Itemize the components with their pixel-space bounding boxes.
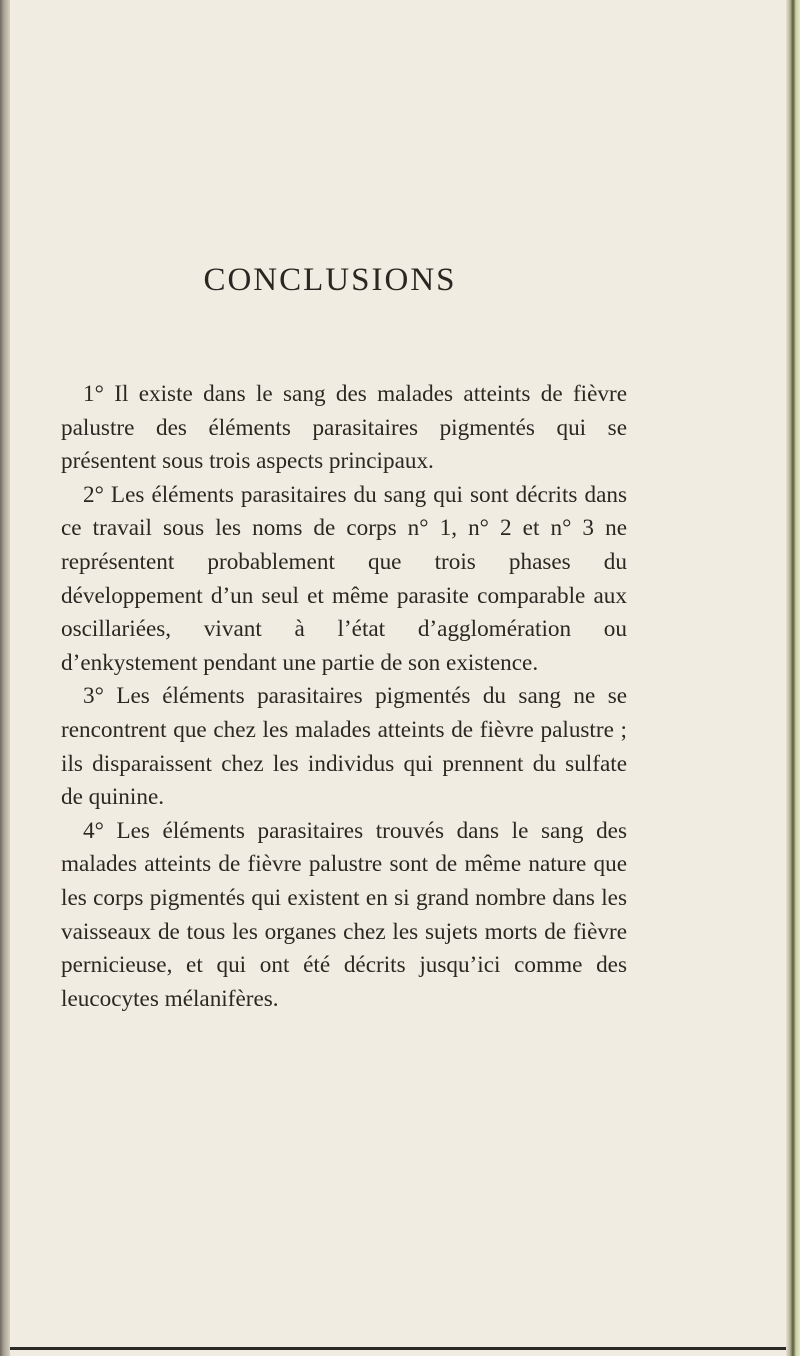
section-heading: CONCLUSIONS [203, 262, 457, 298]
paragraph-text: Il existe dans le sang des malades atteints de fièvre palustre des éléments parasitaires pigmentés qui se présentent sous trois aspects principaux. [61, 381, 628, 475]
paragraph-number: 1° [83, 381, 104, 407]
conclusion-paragraph-2 [61, 479, 627, 681]
paragraph-number: 3° [83, 683, 104, 710]
page-binding-shadow [0, 0, 10, 1356]
conclusion-paragraph-1 [61, 378, 627, 479]
conclusion-paragraph-3 [61, 680, 627, 814]
paragraph-number: 4° [83, 817, 104, 844]
paragraph-text: Les éléments parasitaires pigmentés du sang ne se rencontrent que chez les malades atteints de fièvre palustre ; ils disparaissent chez les individus qui prennent du sulfate de quinine. [61, 683, 628, 811]
paragraph-text: Les éléments parasitaires du sang qui sont décrits dans ce travail sous les noms de corps n° 1, n° 2 et n° 3 ne représentent probablement que trois phases du développement d’un seul et même parasite comparable aux oscillariées, vivant à l’état d’agglomération ou d’enkystement pendant une partie de son existence. [61, 481, 627, 676]
bottom-page-rule [10, 1347, 786, 1350]
conclusions-list [61, 378, 627, 1016]
paragraph-text: Les éléments parasitaires trouvés dans le sang des malades atteints de fièvre palustre sont de même nature que les corps pigmentés qui existent en si grand nombre dans les vaisseaux de tous les organes chez les sujets morts de fièvre pernicieuse, et qui ont été décrits jusqu’ici comme des leucocytes mélanifères. [61, 817, 627, 1012]
paragraph-number: 2° [83, 481, 104, 508]
page-edge [786, 0, 800, 1356]
conclusion-paragraph-4 [61, 815, 627, 1017]
